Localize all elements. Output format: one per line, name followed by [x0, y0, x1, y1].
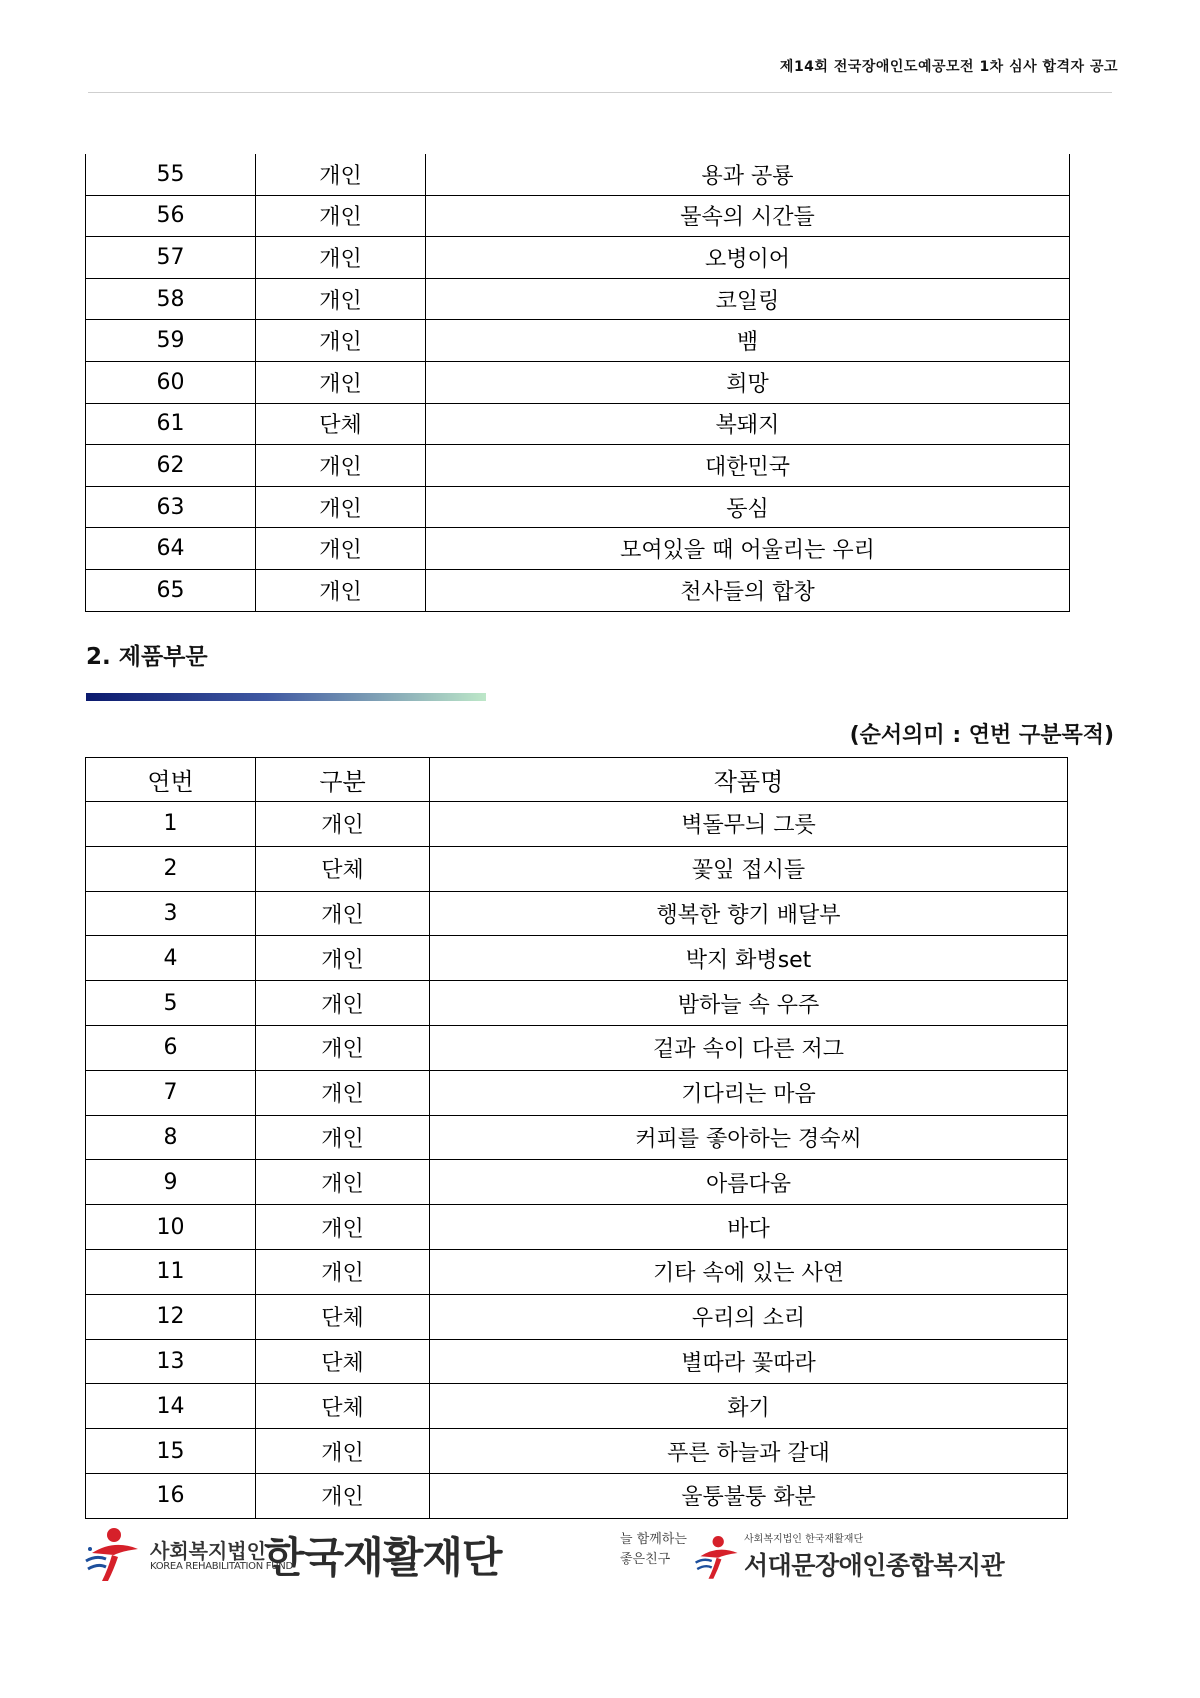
cell-category: 개인 — [256, 1115, 430, 1160]
cell-category: 개인 — [256, 445, 426, 487]
cell-number: 8 — [86, 1115, 256, 1160]
person-figure-icon — [84, 1525, 146, 1583]
cell-number: 10 — [86, 1205, 256, 1250]
cell-category: 단체 — [256, 403, 426, 445]
table-row — [86, 846, 1068, 891]
table-row — [86, 981, 1068, 1026]
table-row — [86, 1429, 1068, 1474]
cell-category: 개인 — [256, 936, 430, 981]
cell-number: 62 — [86, 445, 256, 487]
table-row — [86, 1473, 1068, 1518]
cell-title: 박지 화병set — [430, 936, 1068, 981]
cell-number: 4 — [86, 936, 256, 981]
cell-title: 겉과 속이 다른 저그 — [430, 1025, 1068, 1070]
cell-category: 단체 — [256, 1294, 430, 1339]
cell-number: 57 — [86, 237, 256, 279]
org-english-name: KOREA REHABILITATION FUND — [150, 1561, 293, 1572]
cell-category: 개인 — [256, 1025, 430, 1070]
cell-category: 개인 — [256, 528, 426, 570]
cell-category: 개인 — [256, 1249, 430, 1294]
center-name: 서대문장애인종합복지관 — [744, 1551, 1005, 1580]
results-table-body — [86, 154, 1070, 611]
org-name: 한국재활재단 — [264, 1533, 502, 1582]
cell-number: 14 — [86, 1384, 256, 1429]
cell-number: 60 — [86, 361, 256, 403]
cell-number: 3 — [86, 891, 256, 936]
cell-title: 동심 — [426, 486, 1070, 528]
cell-title: 코일링 — [426, 278, 1070, 320]
cell-number: 64 — [86, 528, 256, 570]
table-row — [86, 802, 1068, 847]
cell-number: 12 — [86, 1294, 256, 1339]
cell-title: 꽃잎 접시들 — [430, 846, 1068, 891]
cell-number: 55 — [86, 154, 256, 195]
cell-category: 개인 — [256, 237, 426, 279]
results-table-continued — [85, 154, 1070, 612]
cell-title: 별따라 꽃따라 — [430, 1339, 1068, 1384]
cell-number: 56 — [86, 195, 256, 237]
product-results-table — [85, 757, 1068, 1519]
cell-category: 개인 — [256, 278, 426, 320]
seodaemun-welfare-center-logo — [620, 1528, 1020, 1588]
table-row — [86, 569, 1070, 611]
cell-title: 천사들의 합창 — [426, 569, 1070, 611]
cell-category: 개인 — [256, 891, 430, 936]
cell-title: 벽돌무늬 그릇 — [430, 802, 1068, 847]
product-table-body — [86, 802, 1068, 1519]
cell-category: 개인 — [256, 361, 426, 403]
foundation-label: 사회복지법인 한국재활재단 — [744, 1534, 864, 1545]
table-row — [86, 891, 1068, 936]
slogan-text: 늘 함께하는 좋은친구 — [620, 1532, 687, 1567]
cell-title: 푸른 하늘과 갈대 — [430, 1429, 1068, 1474]
cell-title: 우리의 소리 — [430, 1294, 1068, 1339]
column-header-category: 구분 — [256, 758, 430, 802]
cell-title: 대한민국 — [426, 445, 1070, 487]
cell-category: 단체 — [256, 1384, 430, 1429]
cell-number: 61 — [86, 403, 256, 445]
cell-title: 희망 — [426, 361, 1070, 403]
cell-category: 개인 — [256, 154, 426, 195]
cell-title: 밤하늘 속 우주 — [430, 981, 1068, 1026]
table-row — [86, 1339, 1068, 1384]
table-row — [86, 1205, 1068, 1250]
cell-number: 2 — [86, 846, 256, 891]
table-row — [86, 1025, 1068, 1070]
cell-category: 단체 — [256, 1339, 430, 1384]
cell-title: 행복한 향기 배달부 — [430, 891, 1068, 936]
cell-title: 바다 — [430, 1205, 1068, 1250]
table-row — [86, 1115, 1068, 1160]
cell-number: 9 — [86, 1160, 256, 1205]
table-row — [86, 1384, 1068, 1429]
cell-number: 63 — [86, 486, 256, 528]
cell-title: 모여있을 때 어울리는 우리 — [426, 528, 1070, 570]
table-row — [86, 195, 1070, 237]
cell-title: 물속의 시간들 — [426, 195, 1070, 237]
table-row — [86, 320, 1070, 362]
cell-number: 16 — [86, 1473, 256, 1518]
cell-title: 화기 — [430, 1384, 1068, 1429]
cell-title: 기타 속에 있는 사연 — [430, 1249, 1068, 1294]
korea-rehabilitation-fund-logo — [84, 1525, 504, 1585]
cell-number: 15 — [86, 1429, 256, 1474]
cell-title: 뱀 — [426, 320, 1070, 362]
org-type-label: 사회복지법인 — [150, 1539, 266, 1563]
table-row — [86, 361, 1070, 403]
cell-category: 개인 — [256, 1473, 430, 1518]
cell-category: 개인 — [256, 569, 426, 611]
cell-title: 울퉁불퉁 화분 — [430, 1473, 1068, 1518]
cell-category: 개인 — [256, 981, 430, 1026]
table-row — [86, 237, 1070, 279]
cell-title: 용과 공룡 — [426, 154, 1070, 195]
cell-category: 개인 — [256, 486, 426, 528]
cell-category: 개인 — [256, 1070, 430, 1115]
cell-number: 59 — [86, 320, 256, 362]
table-row — [86, 1070, 1068, 1115]
table-row — [86, 936, 1068, 981]
cell-number: 13 — [86, 1339, 256, 1384]
table-row — [86, 278, 1070, 320]
section-heading: 2. 제품부문 — [86, 644, 208, 670]
cell-category: 개인 — [256, 1429, 430, 1474]
cell-number: 5 — [86, 981, 256, 1026]
cell-number: 65 — [86, 569, 256, 611]
table-row — [86, 486, 1070, 528]
cell-number: 7 — [86, 1070, 256, 1115]
table-row — [86, 1249, 1068, 1294]
cell-category: 개인 — [256, 195, 426, 237]
table-row — [86, 403, 1070, 445]
cell-title: 오병이어 — [426, 237, 1070, 279]
cell-category: 개인 — [256, 320, 426, 362]
cell-category: 개인 — [256, 1205, 430, 1250]
order-note: (순서의미 : 연번 구분목적) — [849, 723, 1114, 748]
table-row — [86, 1294, 1068, 1339]
cell-title: 기다리는 마음 — [430, 1070, 1068, 1115]
table-row — [86, 445, 1070, 487]
cell-category: 개인 — [256, 1160, 430, 1205]
cell-number: 6 — [86, 1025, 256, 1070]
table-row — [86, 154, 1070, 195]
section-gradient-bar — [86, 693, 486, 701]
cell-title: 복돼지 — [426, 403, 1070, 445]
cell-title: 아름다움 — [430, 1160, 1068, 1205]
cell-number: 11 — [86, 1249, 256, 1294]
cell-number: 58 — [86, 278, 256, 320]
cell-title: 커피를 좋아하는 경숙씨 — [430, 1115, 1068, 1160]
cell-number: 1 — [86, 802, 256, 847]
table-row — [86, 528, 1070, 570]
table-header-row — [86, 758, 1068, 802]
cell-category: 단체 — [256, 846, 430, 891]
cell-category: 개인 — [256, 802, 430, 847]
column-header-number: 연번 — [86, 758, 256, 802]
column-header-title: 작품명 — [430, 758, 1068, 802]
header-divider — [88, 92, 1112, 93]
table-row — [86, 1160, 1068, 1205]
person-figure-icon — [694, 1532, 744, 1582]
header-title: 제14회 전국장애인도예공모전 1차 심사 합격자 공고 — [779, 59, 1118, 75]
